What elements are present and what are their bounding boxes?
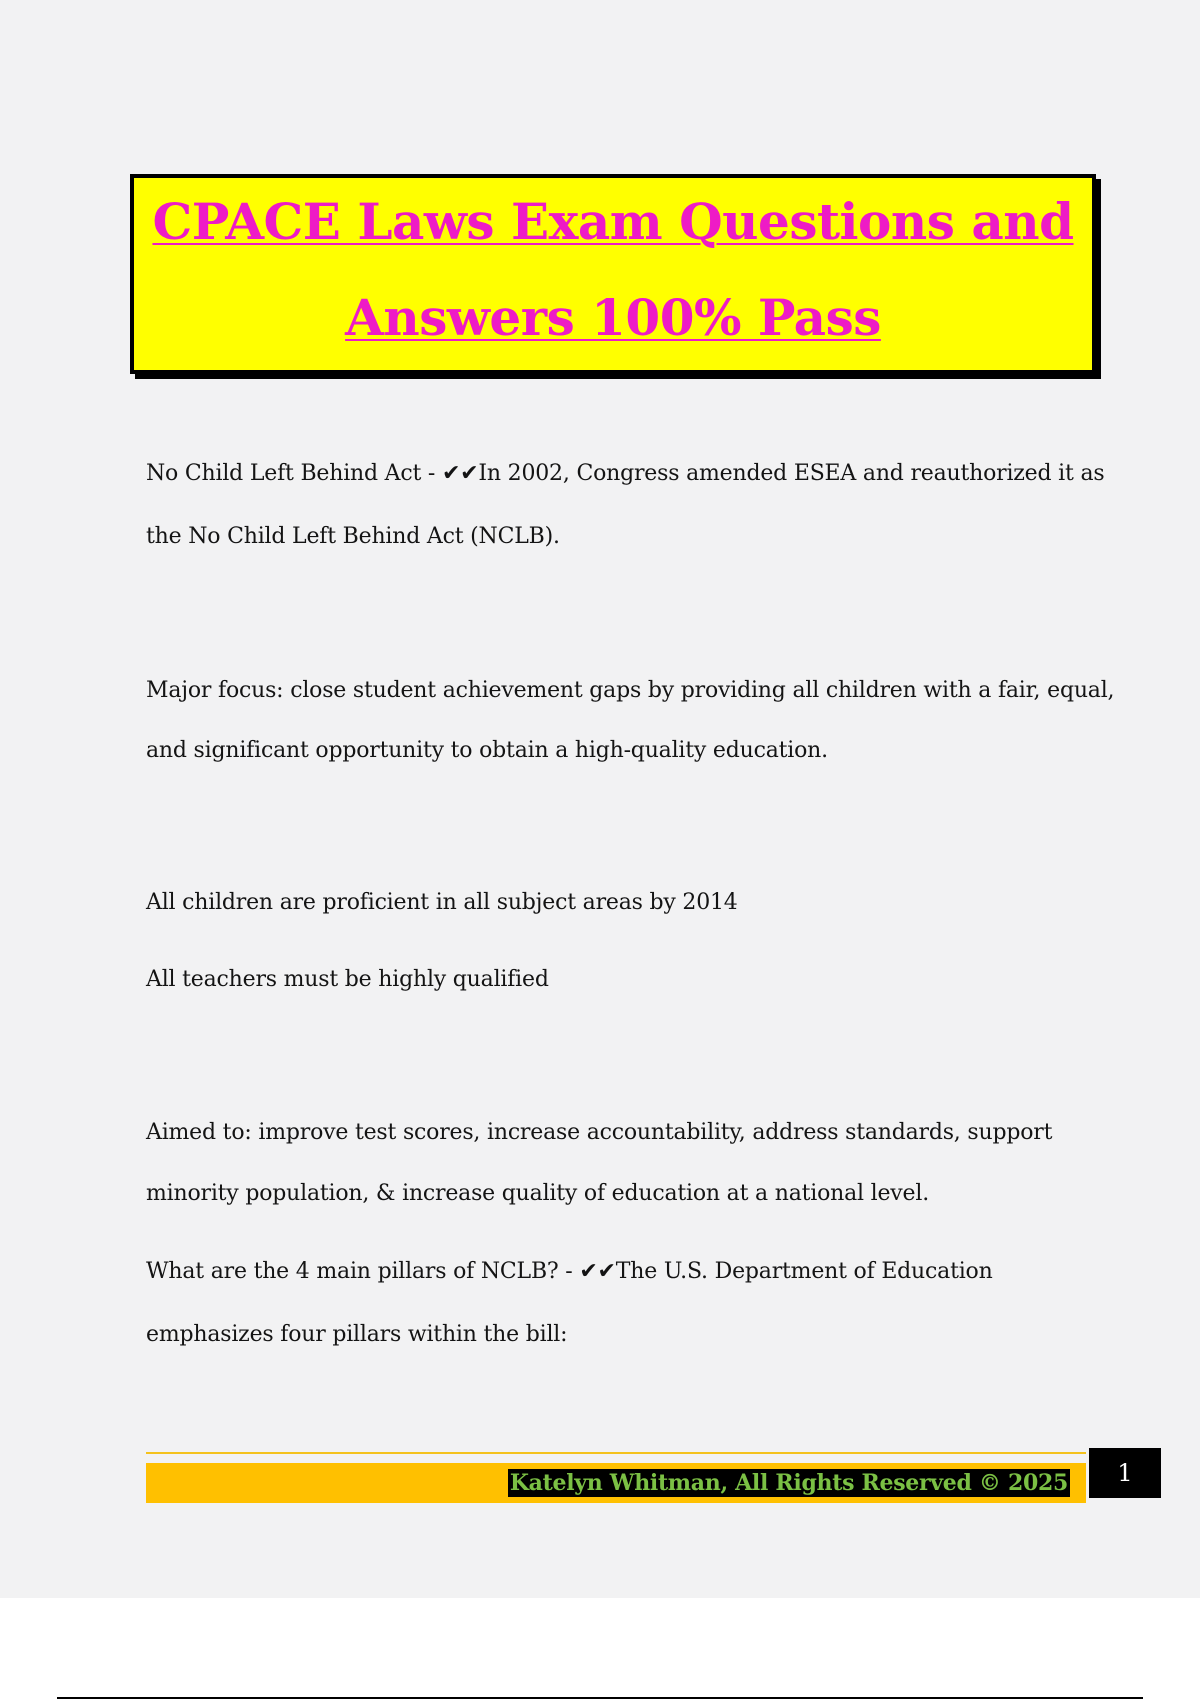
paragraph-line: minority population, & increase quality of education at a national level. [146, 1181, 929, 1206]
title-line-2: Answers 100% Pass [345, 288, 881, 347]
paragraph-line: Major focus: close student achievement gaps by providing all children with a fair, equal, [146, 678, 1115, 703]
paragraph-line: emphasizes four pillars within the bill: [146, 1322, 568, 1347]
footer-bar [146, 1463, 1086, 1503]
paragraph-line: the No Child Left Behind Act (NCLB). [146, 524, 560, 549]
paragraph-line: All children are proficient in all subject areas by 2014 [146, 890, 738, 915]
paragraph-line: What are the 4 main pillars of NCLB? - ✔✔The U.S. Department of Education [146, 1259, 993, 1284]
title-box [130, 174, 1096, 374]
title-line-1: CPACE Laws Exam Questions and [152, 192, 1074, 251]
paragraph-line: All teachers must be highly qualified [146, 967, 549, 992]
paragraph-line: Aimed to: improve test scores, increase accountability, address standards, support [146, 1120, 1053, 1145]
paragraph-line: and significant opportunity to obtain a high-quality education. [146, 738, 828, 763]
page-bottom-rule [57, 1697, 1143, 1699]
page-number: 1 [1089, 1448, 1161, 1498]
paragraph-line: No Child Left Behind Act - ✔✔In 2002, Congress amended ESEA and reauthorized it as [146, 461, 1105, 486]
footer-rule [146, 1452, 1086, 1454]
footer-copyright: Katelyn Whitman, All Rights Reserved © 2025 [509, 1470, 1068, 1496]
